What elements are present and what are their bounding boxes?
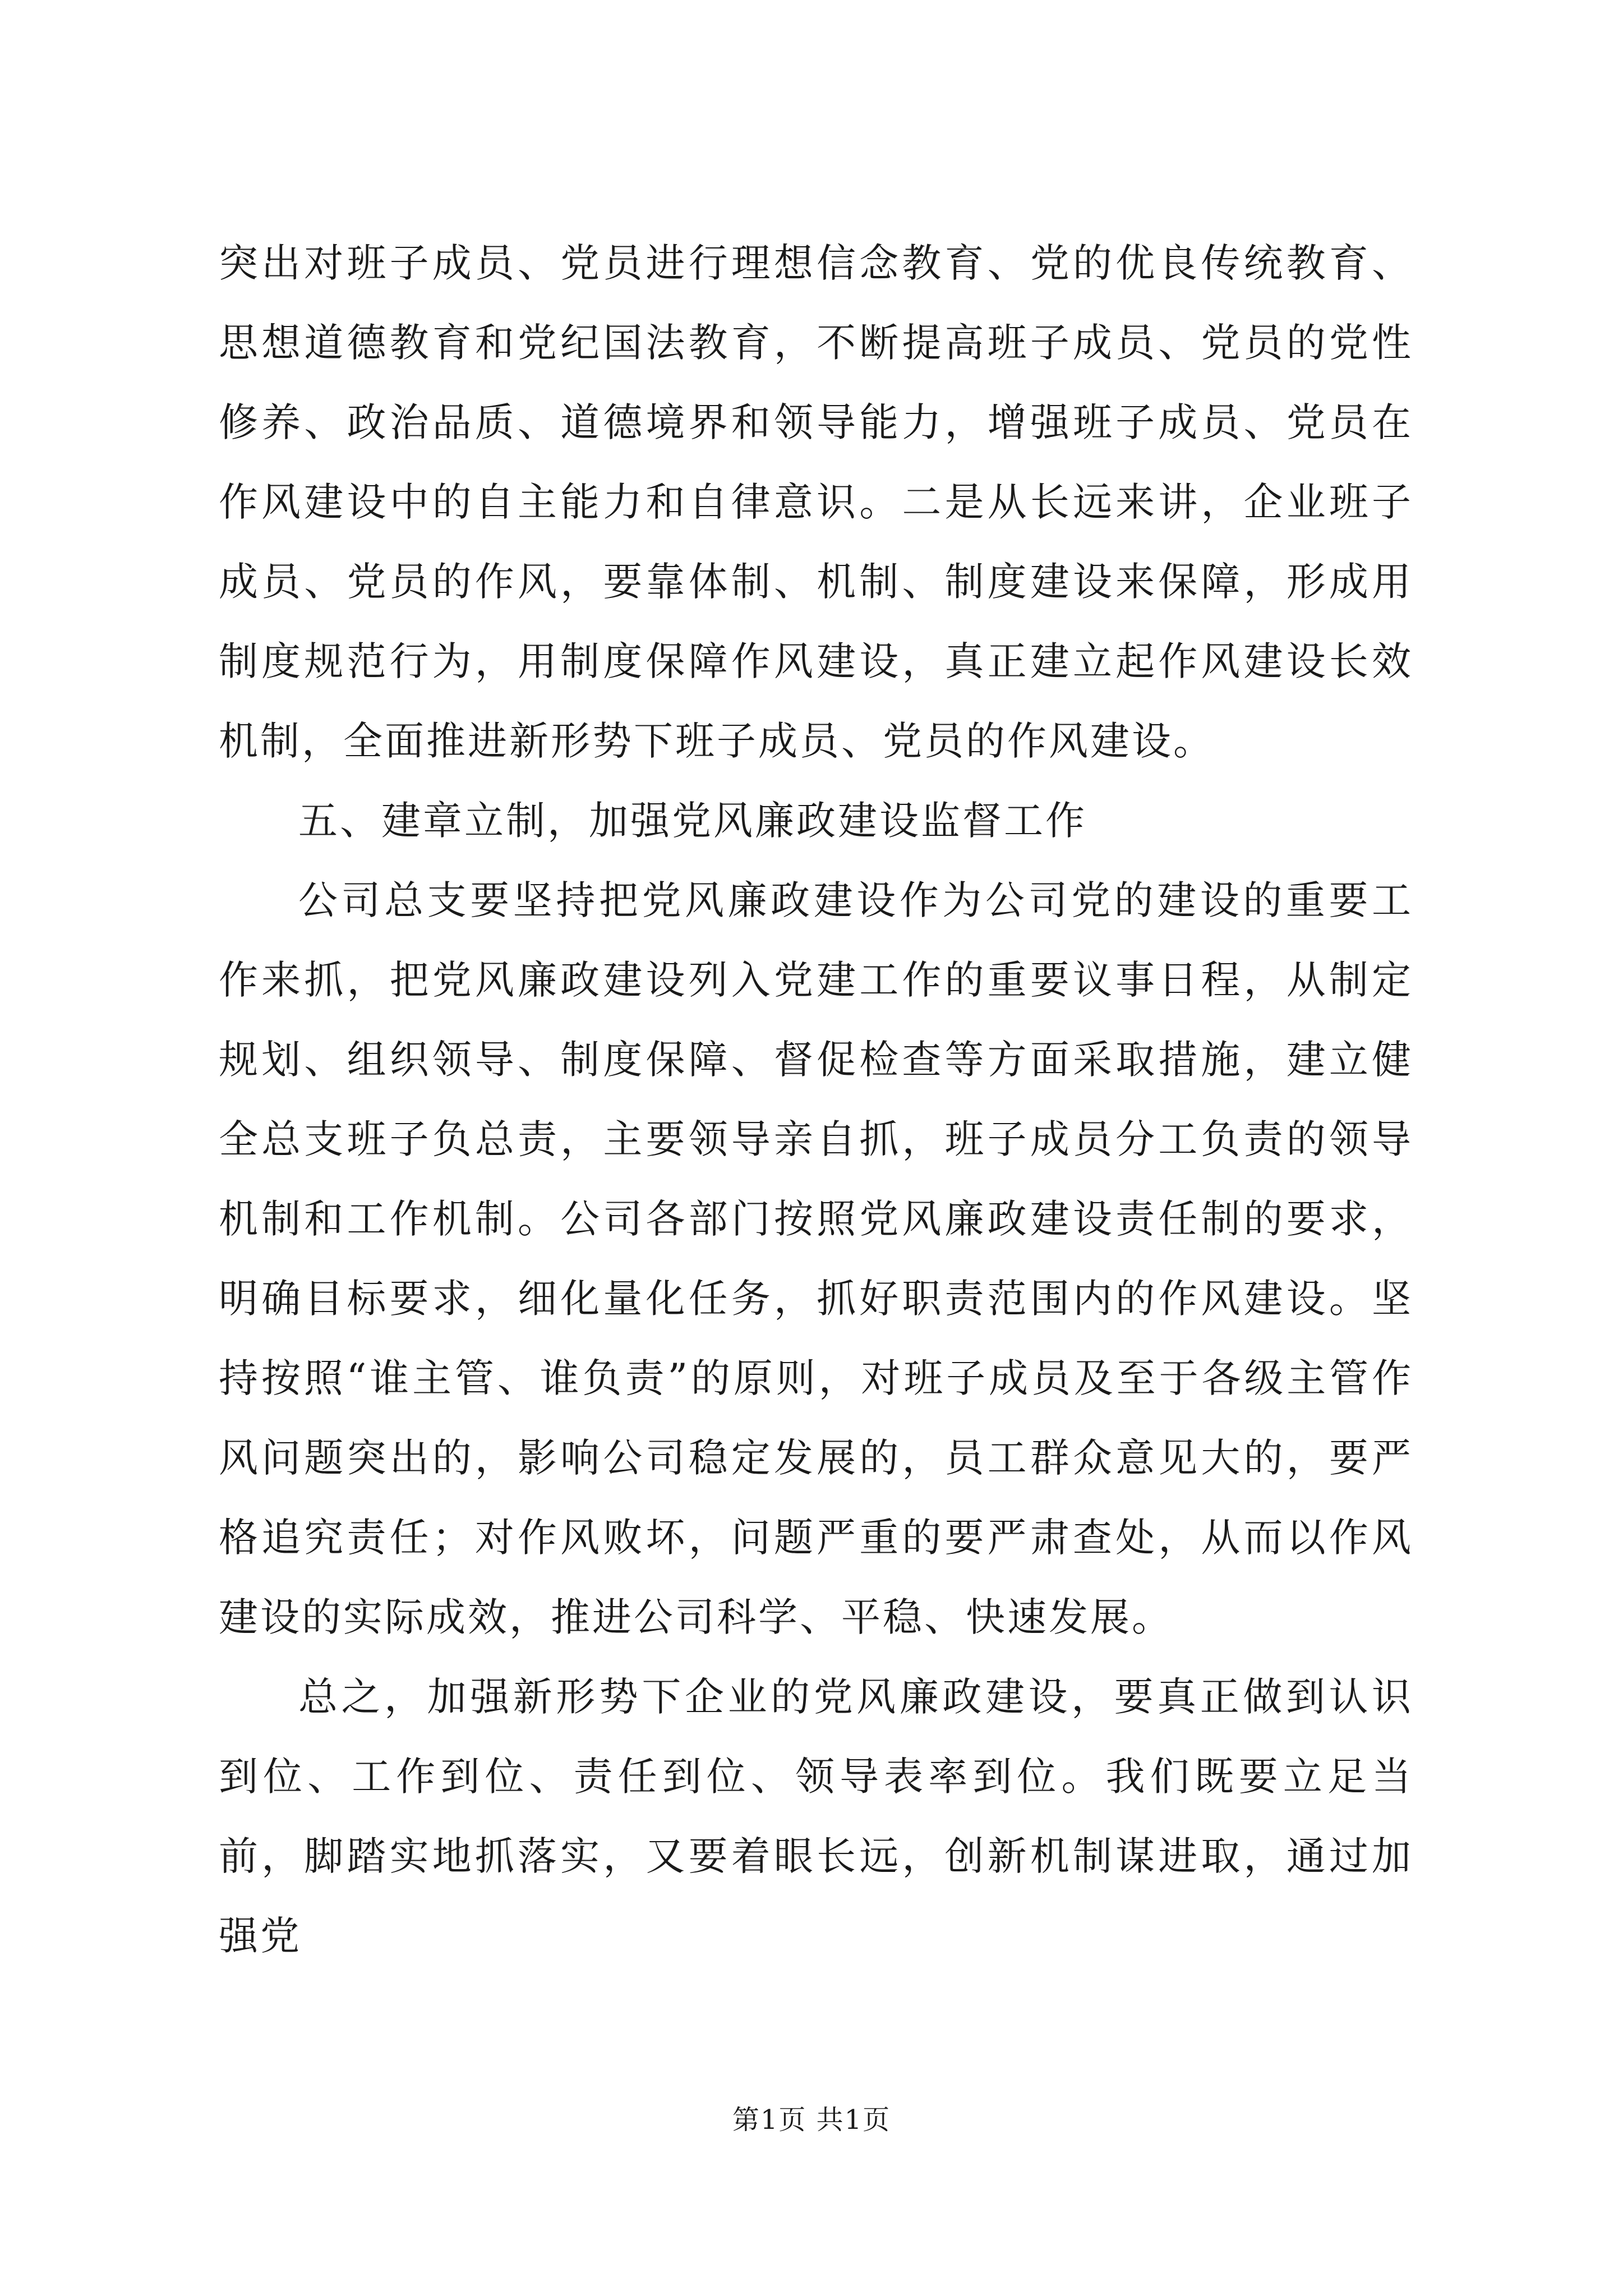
paragraph-supervision: 公司总支要坚持把党风廉政建设作为公司党的建设的重要工作来抓，把党风廉政建设列入党建工作的重要议事日程，从制定规划、组织领导、制度保障、督促检查等方面采取措施，建立健全总支班子负总责，主要领导亲自抓，班子成员分工负责的领导机制和工作机制。公司各部门按照党风廉政建设责任制的要求，明确目标要求，细化量化任务，抓好职责范围内的作风建设。坚持按照“谁主管、谁负责”的原则，对班子成员及至于各级主管作风问题突出的，影响公司稳定发展的，员工群众意见大的，要严格追究责任；对作风败坏，问题严重的要严肃查处，从而以作风建设的实际成效，推进公司科学、平稳、快速发展。	[219, 877, 1413, 1640]
page-footer: 第1页 共1页	[732, 2104, 891, 2136]
paragraph-continuation: 突出对班子成员、党员进行理想信念教育、党的优良传统教育、思想道德教育和党纪国法教育，不断提高班子成员、党员的党性修养、政治品质、道德境界和领导能力，增强班子成员、党员在作风建设中的自主能力和自律意识。二是从长远来讲，企业班子成员、党员的作风，要靠体制、机制、制度建设来保障，形成用制度规范行为，用制度保障作风建设，真正建立起作风建设长效机制，全面推进新形势下班子成员、党员的作风建设。	[219, 240, 1413, 764]
section-heading: 五、建章立制，加强党风廉政建设监督工作	[298, 798, 1087, 844]
document-body	[219, 223, 1413, 1976]
paragraph-conclusion: 总之，加强新形势下企业的党风廉政建设，要真正做到认识到位、工作到位、责任到位、领导表率到位。我们既要立足当前，脚踏实地抓落实，又要着眼长远，创新机制谋进取，通过加强党	[219, 1674, 1413, 1959]
